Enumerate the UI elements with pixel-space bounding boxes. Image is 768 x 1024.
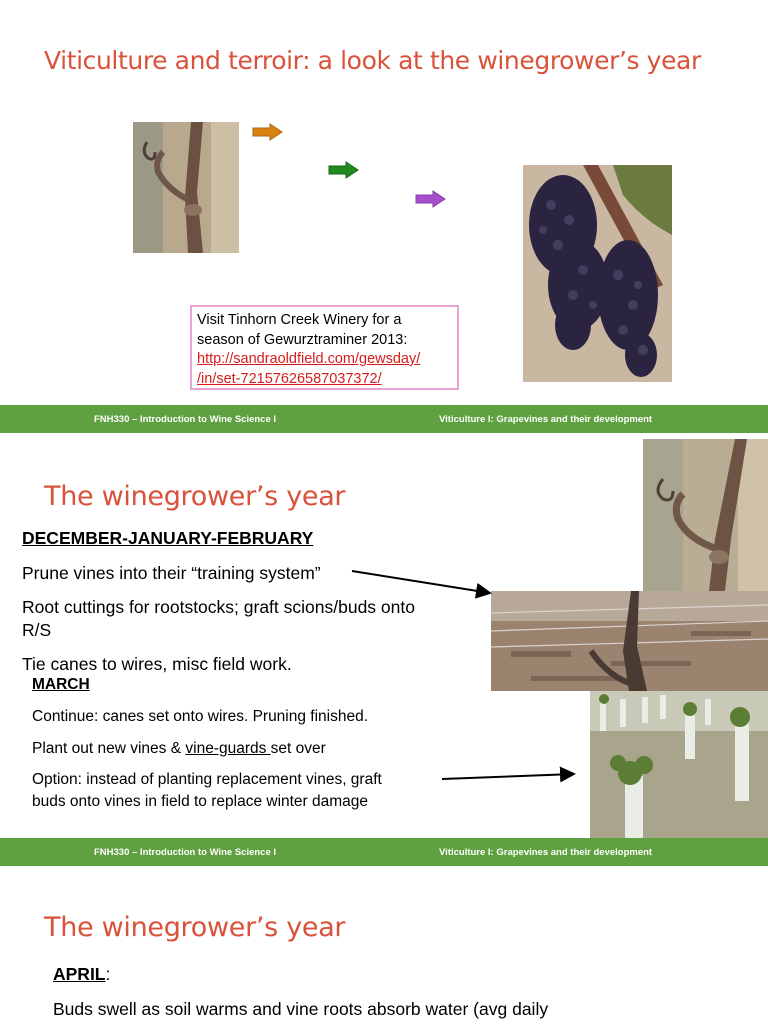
graft-option-item-line-1: Option: instead of planting replacement vines, graft — [32, 771, 382, 788]
slide-2-footer — [0, 838, 768, 866]
plant-new-vines-item — [32, 740, 326, 758]
vineyard-wires-photo — [491, 591, 768, 691]
tie-canes-item: Tie canes to wires, misc field work. — [22, 654, 292, 674]
gewurztraminer-link-line-2[interactable]: /in/set-72157626587037372/ — [197, 370, 382, 387]
plant-new-vines-text: Plant out new vines & — [32, 740, 186, 757]
footer-lecture-title: Viticulture I: Grapevines and their development — [439, 414, 653, 425]
gewurztraminer-link-line-1[interactable]: http://sandraoldfield.com/gewsday/ — [197, 351, 421, 367]
footer-lecture-title: Viticulture I: Grapevines and their development — [439, 847, 653, 858]
march-heading: MARCH — [32, 676, 90, 693]
slide-2 — [0, 433, 768, 866]
march-continue-item: Continue: canes set onto wires. Pruning finished. — [32, 708, 369, 725]
vine-guards-photo — [590, 691, 768, 838]
orange-arrow-shape — [253, 124, 282, 140]
april-heading: APRIL — [53, 964, 106, 984]
link-box-text-line-2: season of Gewurztraminer 2013: — [197, 331, 408, 348]
root-cuttings-item-line-2: R/S — [22, 620, 52, 640]
april-body-line-1: Buds swell as soil warms and vine roots absorb water (avg daily — [53, 999, 549, 1019]
grape-cluster-photo — [523, 165, 672, 382]
link-box-text-line-1: Visit Tinhorn Creek Winery for a — [197, 312, 402, 328]
slide-3 — [0, 866, 768, 1024]
slide-1-title: Viticulture and terroir: a look at the winegrower’s year — [44, 46, 701, 75]
slide-2-title: The winegrower’s year — [44, 481, 346, 512]
plant-new-vines-suffix: set over — [270, 740, 326, 757]
graft-arrow-line — [442, 774, 574, 779]
dec-feb-heading: DECEMBER-JANUARY-FEBRUARY — [22, 528, 314, 548]
vine-guards-term: vine-guards — [185, 740, 271, 757]
slide-3-title: The winegrower’s year — [44, 912, 346, 943]
prune-vines-item: Prune vines into their “training system” — [22, 563, 321, 583]
footer-course-title: FNH330 – Introduction to Wine Science I — [94, 847, 277, 858]
dormant-bud-photo — [133, 122, 239, 253]
prune-arrow-line — [352, 571, 490, 593]
orange-arrow-icon — [252, 123, 284, 141]
pruned-bud-photo — [643, 439, 768, 591]
slide-1 — [0, 0, 768, 433]
slide-1-footer — [0, 405, 768, 433]
footer-course-title: FNH330 – Introduction to Wine Science I — [94, 414, 277, 425]
april-heading-colon: : — [105, 964, 111, 984]
green-arrow-icon — [328, 161, 360, 179]
april-heading-line — [53, 964, 110, 985]
graft-option-item-line-2: buds onto vines in field to replace winter damage — [32, 793, 369, 810]
purple-arrow-icon — [415, 190, 447, 208]
root-cuttings-item-line-1: Root cuttings for rootstocks; graft scions/buds onto — [22, 597, 415, 617]
winery-link-box — [190, 305, 459, 390]
